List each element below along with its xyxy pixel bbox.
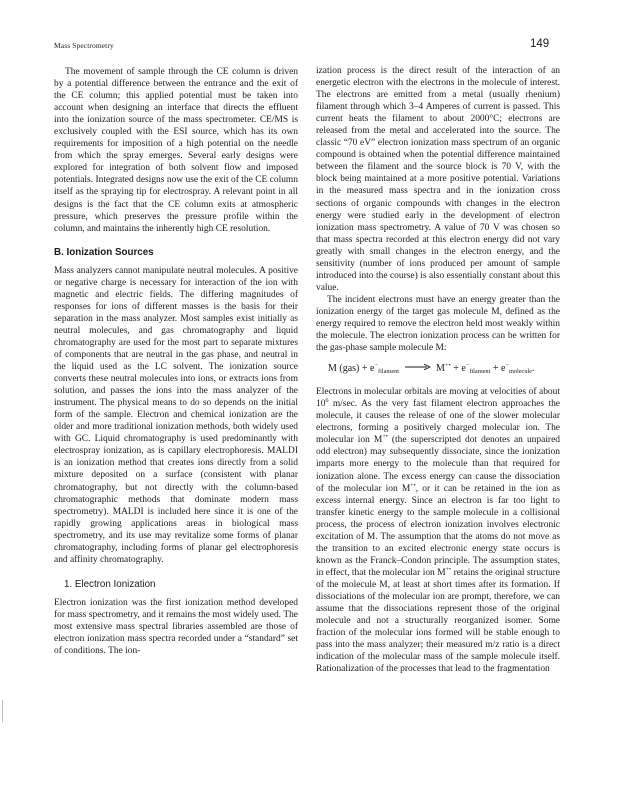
- page-edge-mark: [2, 700, 3, 722]
- text-run: retains the original structure of the molecule M, at least at short times after its formation. If dissociations of the molecular ion are prompt, therefore, we can assume that the dissociations represent those of the original molecule and not a structurally reorganized isomer. Some fraction of the molecular ions formed will be stable enough to pass into the mass analyzer; their measured m/z ratio is a direct indication of the molecular mass of the sample molecule itself. Rationalization of the processes that lead to the fragmentation: [316, 567, 560, 675]
- ion-superscript: +•: [382, 434, 388, 441]
- running-title: Mass Spectrometry: [54, 41, 114, 50]
- equation-sup: −: [374, 362, 379, 370]
- paragraph: The movement of sample through the CE column is driven by a potential difference between the entrance and the exit of the CE column; this applied potential must be taken into account when designing an interface that directs the effluent into the ionization source of the mass spectrometer. CE/MS is exclusively coupled with the ESI source, which has its own requirements for imposition of a high potential on the needle from which the spray emerges. Several early designs were explored for integration of both solvent flow and imposed potentials. Integrated designs now use the exit of the CE column itself as the spraying tip for electrospray. A relevant point in all designs is the fact that the CE column exits at atmospheric pressure, which preserves the pressure profile within the column, and maintains the inherently high CE resolution.: [54, 67, 298, 234]
- reaction-arrow-icon: [405, 363, 431, 371]
- paragraph: [316, 386, 560, 675]
- right-column: [316, 65, 560, 675]
- left-column: [54, 66, 298, 657]
- paragraph: ization process is the direct result of the interaction of an energetic electron with the electrons in the molecule of interest. The electrons are emitted from a metal (usually rhenium) filament through which 3–4 Amperes of current is passed. This current heats the filament to about 2000°C; electrons are released from the metal and accelerated into the source. The classic “70 eV” electron ionization mass spectrum of an organic compound is obtained when the potential difference maintained between the filament and the source block is 70 V, with the block being maintained at a more positive potential. Variations in the measured mass spectra and in the ionization cross sections of organic compounds with changes in the electron energy were studied early in the development of electron ionization mass spectrometry. A value of 70 V was chosen so that mass spectra recorded at this electron energy did not vary greatly with small changes in the electron energy, and the sensitivity (number of ions produced per amount of sample introduced into the course) is also essentially constant about this value.: [316, 66, 560, 293]
- equation-sup: +•: [444, 362, 451, 370]
- equation-term: + e: [492, 363, 506, 375]
- paragraph: Electron ionization was the first ionization method developed for mass spectrometry, and it remains the most widely used. The most extensive mass spectral libraries assembled are those of electron ionization mass spectra recorded under a “standard” set of conditions. The ion-: [54, 597, 298, 657]
- equation-end: .: [532, 363, 535, 375]
- equation-product: M: [436, 363, 445, 375]
- text-run: (the superscripted dot denotes an unpaired odd electron) may subsequently dissociate, since the ionization imparts more energy to the molecule than that required for ionization alone. The excess energy can cause the dissociation of the molecular ion M: [316, 435, 560, 494]
- exponent: 6: [325, 398, 329, 405]
- equation-sup: −: [505, 362, 509, 370]
- page-number: 149: [530, 38, 550, 50]
- equation-sub: filament: [469, 368, 491, 376]
- paragraph: Mass analyzers cannot manipulate neutral molecules. A positive or negative charge is necessary for interaction of the ion with magnetic and electric fields. The differing magnitudes of responses for ions of different masses is the basis for their separation in the mass analyzer. Most samples exist initially as neutral molecules, and gas chromatography and liquid chromatography are used for the most part to separate mixtures of components that are neutral in the gas phase, and neutral in the liquid used as the LC solvent. The ionization source converts these neutral molecules into ions, or extracts ions from solution, and passes the ions into the mass analyzer of the instrument. The physical means to do so depends on the initial form of the sample. Electron and chemical ionization are the older and more traditional ionization methods, both widely used with GC. Liquid chromatography is used predominantly with electrospray ionization, as is capillary electrophoresis. MALDI is an ionization method that creates ions directly from a solid mixture deposited on a surface (consistent with planar chromatography, but not directly with the column-based chromatographic methods that dominate modern mass spectrometry). MALDI is included here since it is one of the rapidly growing applications areas in biological mass spectrometry, and its use may revitalize some forms of planar chromatography, including forms of planar gel electrophoresis and affinity chromatography.: [54, 265, 298, 565]
- equation-sub: molecule: [508, 368, 533, 376]
- equation-sup: −: [465, 362, 470, 370]
- equation-term: + e: [453, 363, 466, 375]
- paragraph: The incident electrons must have an energy greater than the ionization energy of the target gas molecule M, defined as the energy required to remove the electron held most weakly within the molecule. The electron ionization process can be written for the gas-phase sample molecule M:: [316, 294, 560, 354]
- section-heading: B. Ionization Sources: [54, 246, 154, 258]
- equation-lhs: M (gas) + e: [328, 363, 375, 375]
- ionization-equation: [316, 360, 560, 378]
- text-run: m/sec. As the very fast filament electron approaches the molecule, it causes the release of one of the slower molecular electrons, forming a positively charged molecular ion. The molecular ion M: [316, 399, 560, 446]
- subsection-heading: 1. Electron Ionization: [64, 578, 156, 590]
- ion-superscript: +•: [445, 566, 452, 573]
- equation-sub: filament: [378, 368, 400, 376]
- text-run: , or it can be retained in the ion as excess internal energy. Since an electron is far too light to transfer kinetic energy to the sample molecule in a collisional process, the process of electron ionization involves electronic excitation of M. The assumption that the atoms do not move as the transition to an excited electronic energy state occurs is known as the Franck–Condon principle. The assumption states, in effect, that the molecular ion M: [316, 483, 560, 578]
- ion-superscript: +•: [410, 482, 416, 489]
- text-run: Electrons in molecular orbitals are moving at velocities of about 10: [316, 387, 560, 410]
